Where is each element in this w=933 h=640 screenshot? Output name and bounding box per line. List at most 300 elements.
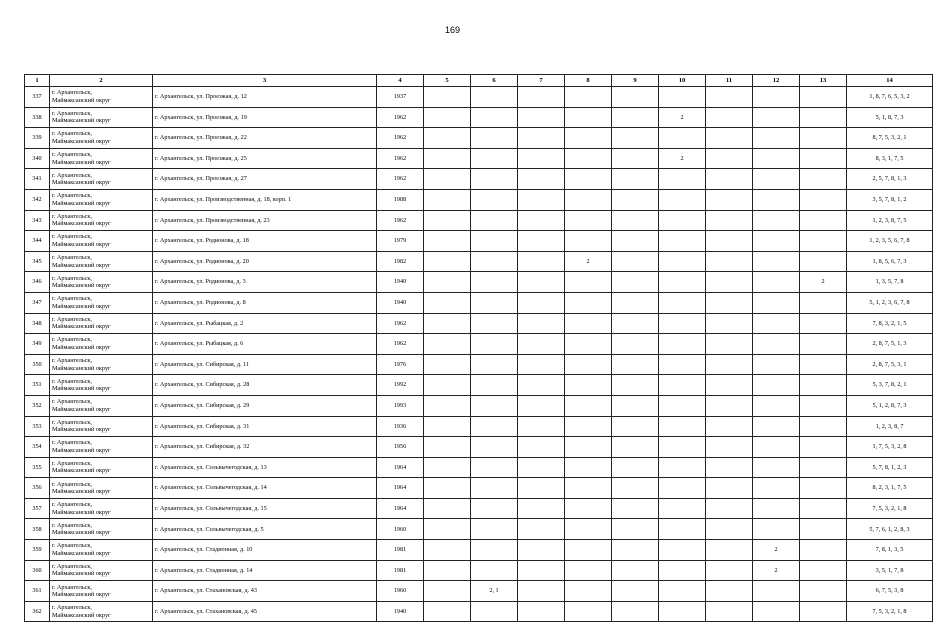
column-header-3: 3 xyxy=(153,75,377,87)
value-cell-5 xyxy=(424,560,471,581)
district-cell xyxy=(50,148,153,169)
row-number-cell: 355 xyxy=(25,457,50,478)
value-cell-7 xyxy=(518,498,565,519)
value-cell-12 xyxy=(753,601,800,622)
year-cell: 1992 xyxy=(377,375,424,396)
value-cell-7 xyxy=(518,478,565,499)
value-cell-10 xyxy=(659,251,706,272)
district-okrug: Маймаксанский округ xyxy=(52,488,111,496)
codes-cell: 7, 5, 3, 2, 1, 8 xyxy=(847,601,933,622)
address-cell: г. Архангельск, ул. Стадионная, д. 14 xyxy=(153,560,377,581)
row-number-cell: 351 xyxy=(25,375,50,396)
value-cell-8 xyxy=(565,478,612,499)
value-cell-8 xyxy=(565,272,612,293)
district-city: г. Архангельск, xyxy=(52,151,92,159)
value-cell-9 xyxy=(612,272,659,293)
value-cell-6 xyxy=(471,313,518,334)
value-cell-7 xyxy=(518,189,565,210)
column-header-7: 7 xyxy=(518,75,565,87)
year-cell: 1964 xyxy=(377,457,424,478)
address-cell: г. Архангельск, ул. Проезжая, д. 27 xyxy=(153,169,377,190)
column-header-11: 11 xyxy=(706,75,753,87)
row-number-cell: 337 xyxy=(25,87,50,108)
district-okrug: Маймаксанский округ xyxy=(52,549,111,557)
value-cell-13 xyxy=(800,437,847,458)
codes-cell: 5, 1, 8, 7, 3 xyxy=(847,107,933,128)
district-okrug: Маймаксанский округ xyxy=(52,364,111,372)
district-okrug: Маймаксанский округ xyxy=(52,179,111,187)
district-cell xyxy=(50,272,153,293)
table-row xyxy=(25,169,933,190)
year-cell: 1940 xyxy=(377,272,424,293)
table-body xyxy=(25,87,933,622)
row-number-cell: 359 xyxy=(25,540,50,561)
value-cell-10 xyxy=(659,87,706,108)
value-cell-5 xyxy=(424,478,471,499)
value-cell-11 xyxy=(706,354,753,375)
value-cell-9 xyxy=(612,540,659,561)
district-okrug: Маймаксанский округ xyxy=(52,137,111,145)
year-cell: 1940 xyxy=(377,601,424,622)
value-cell-6 xyxy=(471,128,518,149)
value-cell-8 xyxy=(565,128,612,149)
buildings-table xyxy=(24,74,933,622)
value-cell-12 xyxy=(753,354,800,375)
value-cell-6 xyxy=(471,416,518,437)
district-cell xyxy=(50,375,153,396)
district-cell xyxy=(50,560,153,581)
value-cell-11 xyxy=(706,601,753,622)
codes-cell: 1, 3, 5, 7, 8 xyxy=(847,272,933,293)
value-cell-11 xyxy=(706,334,753,355)
value-cell-6 xyxy=(471,498,518,519)
value-cell-11 xyxy=(706,313,753,334)
column-header-12: 12 xyxy=(753,75,800,87)
column-header-5: 5 xyxy=(424,75,471,87)
year-cell: 1962 xyxy=(377,210,424,231)
value-cell-9 xyxy=(612,354,659,375)
value-cell-6 xyxy=(471,292,518,313)
value-cell-5 xyxy=(424,395,471,416)
value-cell-9 xyxy=(612,457,659,478)
value-cell-6 xyxy=(471,478,518,499)
value-cell-8 xyxy=(565,519,612,540)
district-city: г. Архангельск, xyxy=(52,604,92,612)
value-cell-12 xyxy=(753,581,800,602)
year-cell: 1993 xyxy=(377,395,424,416)
value-cell-13 xyxy=(800,457,847,478)
value-cell-9 xyxy=(612,128,659,149)
value-cell-12 xyxy=(753,375,800,396)
year-cell: 1979 xyxy=(377,231,424,252)
value-cell-8 xyxy=(565,395,612,416)
value-cell-12 xyxy=(753,478,800,499)
value-cell-7 xyxy=(518,437,565,458)
value-cell-5 xyxy=(424,581,471,602)
district-cell xyxy=(50,169,153,190)
address-cell: г. Архангельск, ул. Производственная, д. 23 xyxy=(153,210,377,231)
codes-cell: 8, 7, 5, 3, 2, 1 xyxy=(847,128,933,149)
value-cell-5 xyxy=(424,292,471,313)
district-okrug: Маймаксанский округ xyxy=(52,343,111,351)
value-cell-5 xyxy=(424,169,471,190)
address-cell: г. Архангельск, ул. Родионова, д. 20 xyxy=(153,251,377,272)
codes-cell: 1, 2, 3, 5, 6, 7, 8 xyxy=(847,231,933,252)
district-city: г. Архангельск, xyxy=(52,418,92,426)
value-cell-10 xyxy=(659,375,706,396)
column-header-6: 6 xyxy=(471,75,518,87)
address-cell: г. Архангельск, ул. Сибирская, д. 29 xyxy=(153,395,377,416)
district-cell xyxy=(50,437,153,458)
value-cell-10 xyxy=(659,354,706,375)
codes-cell: 5, 1, 2, 3, 6, 7, 8 xyxy=(847,292,933,313)
row-number-cell: 360 xyxy=(25,560,50,581)
value-cell-11 xyxy=(706,560,753,581)
row-number-cell: 346 xyxy=(25,272,50,293)
value-cell-6 xyxy=(471,169,518,190)
value-cell-5 xyxy=(424,272,471,293)
district-okrug: Маймаксанский округ xyxy=(52,570,111,578)
value-cell-12 xyxy=(753,210,800,231)
value-cell-12 xyxy=(753,457,800,478)
codes-cell: 8, 2, 3, 1, 7, 5 xyxy=(847,478,933,499)
value-cell-7 xyxy=(518,148,565,169)
address-cell: г. Архангельск, ул. Производственная, д. 18, корп. 1 xyxy=(153,189,377,210)
value-cell-13 xyxy=(800,395,847,416)
district-cell xyxy=(50,354,153,375)
value-cell-8 xyxy=(565,437,612,458)
value-cell-11 xyxy=(706,189,753,210)
district-cell xyxy=(50,540,153,561)
year-cell: 1956 xyxy=(377,437,424,458)
year-cell: 1981 xyxy=(377,560,424,581)
value-cell-13 xyxy=(800,87,847,108)
value-cell-9 xyxy=(612,581,659,602)
value-cell-13 xyxy=(800,251,847,272)
value-cell-7 xyxy=(518,251,565,272)
value-cell-13: 2 xyxy=(800,272,847,293)
value-cell-13 xyxy=(800,540,847,561)
district-cell xyxy=(50,189,153,210)
row-number-cell: 354 xyxy=(25,437,50,458)
value-cell-7 xyxy=(518,375,565,396)
value-cell-9 xyxy=(612,478,659,499)
year-cell: 1937 xyxy=(377,87,424,108)
value-cell-13 xyxy=(800,416,847,437)
district-city: г. Архангельск, xyxy=(52,583,92,591)
value-cell-9 xyxy=(612,107,659,128)
table-row xyxy=(25,334,933,355)
district-okrug: Маймаксанский округ xyxy=(52,446,111,454)
value-cell-11 xyxy=(706,128,753,149)
codes-cell: 7, 5, 3, 2, 1, 8 xyxy=(847,498,933,519)
value-cell-5 xyxy=(424,189,471,210)
value-cell-5 xyxy=(424,416,471,437)
value-cell-12 xyxy=(753,334,800,355)
value-cell-6 xyxy=(471,354,518,375)
value-cell-10 xyxy=(659,395,706,416)
district-cell xyxy=(50,581,153,602)
value-cell-13 xyxy=(800,231,847,252)
value-cell-13 xyxy=(800,128,847,149)
year-cell: 1962 xyxy=(377,334,424,355)
codes-cell: 5, 7, 6, 1, 2, 8, 3 xyxy=(847,519,933,540)
value-cell-7 xyxy=(518,334,565,355)
codes-cell: 1, 8, 7, 6, 5, 3, 2 xyxy=(847,87,933,108)
district-okrug: Маймаксанский округ xyxy=(52,302,111,310)
value-cell-12 xyxy=(753,189,800,210)
value-cell-10 xyxy=(659,560,706,581)
table-row xyxy=(25,354,933,375)
table-row xyxy=(25,210,933,231)
address-cell: г. Архангельск, ул. Сибирская, д. 32 xyxy=(153,437,377,458)
year-cell: 1940 xyxy=(377,292,424,313)
table-row xyxy=(25,313,933,334)
value-cell-6 xyxy=(471,87,518,108)
value-cell-8 xyxy=(565,498,612,519)
row-number-cell: 343 xyxy=(25,210,50,231)
address-cell: г. Архангельск, ул. Стахановская, д. 43 xyxy=(153,581,377,602)
value-cell-11 xyxy=(706,478,753,499)
value-cell-6 xyxy=(471,457,518,478)
value-cell-8 xyxy=(565,148,612,169)
value-cell-11 xyxy=(706,292,753,313)
value-cell-6 xyxy=(471,231,518,252)
district-city: г. Архангельск, xyxy=(52,89,92,97)
value-cell-7 xyxy=(518,272,565,293)
value-cell-5 xyxy=(424,437,471,458)
value-cell-12 xyxy=(753,128,800,149)
value-cell-11 xyxy=(706,169,753,190)
value-cell-13 xyxy=(800,148,847,169)
year-cell: 1962 xyxy=(377,169,424,190)
value-cell-10 xyxy=(659,457,706,478)
value-cell-10 xyxy=(659,292,706,313)
value-cell-5 xyxy=(424,519,471,540)
table-row xyxy=(25,498,933,519)
value-cell-13 xyxy=(800,292,847,313)
value-cell-7 xyxy=(518,107,565,128)
row-number-cell: 349 xyxy=(25,334,50,355)
value-cell-5 xyxy=(424,354,471,375)
value-cell-9 xyxy=(612,437,659,458)
value-cell-12 xyxy=(753,107,800,128)
value-cell-9 xyxy=(612,292,659,313)
value-cell-5 xyxy=(424,313,471,334)
value-cell-11 xyxy=(706,498,753,519)
value-cell-6 xyxy=(471,251,518,272)
district-city: г. Архангельск, xyxy=(52,254,92,262)
value-cell-11 xyxy=(706,416,753,437)
table-row xyxy=(25,519,933,540)
value-cell-9 xyxy=(612,498,659,519)
row-number-cell: 362 xyxy=(25,601,50,622)
address-cell: г. Архангельск, ул. Сибирская, д. 28 xyxy=(153,375,377,396)
district-cell xyxy=(50,107,153,128)
year-cell: 1981 xyxy=(377,540,424,561)
value-cell-9 xyxy=(612,334,659,355)
value-cell-7 xyxy=(518,581,565,602)
address-cell: г. Архангельск, ул. Рыбацкая, д. 6 xyxy=(153,334,377,355)
value-cell-10: 2 xyxy=(659,148,706,169)
value-cell-8 xyxy=(565,189,612,210)
value-cell-9 xyxy=(612,395,659,416)
value-cell-5 xyxy=(424,251,471,272)
value-cell-6 xyxy=(471,519,518,540)
value-cell-7 xyxy=(518,128,565,149)
year-cell: 1936 xyxy=(377,416,424,437)
address-cell: г. Архангельск, ул. Проезжая, д. 19 xyxy=(153,107,377,128)
row-number-cell: 341 xyxy=(25,169,50,190)
value-cell-12 xyxy=(753,416,800,437)
page-number: 169 xyxy=(444,25,461,35)
value-cell-8 xyxy=(565,231,612,252)
value-cell-10 xyxy=(659,231,706,252)
value-cell-13 xyxy=(800,560,847,581)
table-row xyxy=(25,540,933,561)
codes-cell: 3, 5, 7, 8, 1, 2 xyxy=(847,189,933,210)
district-cell xyxy=(50,478,153,499)
address-cell: г. Архангельск, ул. Стадионная, д. 10 xyxy=(153,540,377,561)
value-cell-13 xyxy=(800,334,847,355)
value-cell-11 xyxy=(706,210,753,231)
value-cell-7 xyxy=(518,231,565,252)
value-cell-5 xyxy=(424,334,471,355)
district-city: г. Архангельск, xyxy=(52,501,92,509)
table-row xyxy=(25,416,933,437)
address-cell: г. Архангельск, ул. Проезжая, д. 22 xyxy=(153,128,377,149)
value-cell-12 xyxy=(753,292,800,313)
value-cell-11 xyxy=(706,87,753,108)
row-number-cell: 350 xyxy=(25,354,50,375)
row-number-cell: 345 xyxy=(25,251,50,272)
codes-cell: 3, 5, 1, 7, 8 xyxy=(847,560,933,581)
codes-cell: 1, 8, 5, 6, 7, 3 xyxy=(847,251,933,272)
year-cell: 1960 xyxy=(377,519,424,540)
district-okrug: Маймаксанский округ xyxy=(52,240,111,248)
value-cell-10 xyxy=(659,540,706,561)
district-city: г. Архангельск, xyxy=(52,439,92,447)
value-cell-8: 2 xyxy=(565,251,612,272)
address-cell: г. Архангельск, ул. Стахановская, д. 45 xyxy=(153,601,377,622)
value-cell-6 xyxy=(471,210,518,231)
row-number-cell: 344 xyxy=(25,231,50,252)
value-cell-8 xyxy=(565,210,612,231)
table-row xyxy=(25,478,933,499)
value-cell-13 xyxy=(800,169,847,190)
value-cell-5 xyxy=(424,128,471,149)
value-cell-12: 2 xyxy=(753,540,800,561)
address-cell: г. Архангельск, ул. Сольвычегодская, д. 14 xyxy=(153,478,377,499)
value-cell-8 xyxy=(565,169,612,190)
value-cell-10: 2 xyxy=(659,107,706,128)
value-cell-13 xyxy=(800,478,847,499)
value-cell-10 xyxy=(659,519,706,540)
table-row xyxy=(25,107,933,128)
value-cell-9 xyxy=(612,416,659,437)
value-cell-10 xyxy=(659,313,706,334)
district-okrug: Маймаксанский округ xyxy=(52,117,111,125)
district-cell xyxy=(50,313,153,334)
value-cell-11 xyxy=(706,231,753,252)
codes-cell: 8, 3, 1, 7, 5 xyxy=(847,148,933,169)
district-okrug: Маймаксанский округ xyxy=(52,158,111,166)
district-okrug: Маймаксанский округ xyxy=(52,261,111,269)
address-cell: г. Архангельск, ул. Родионова, д. 8 xyxy=(153,292,377,313)
district-okrug: Маймаксанский округ xyxy=(52,323,111,331)
address-cell: г. Архангельск, ул. Сольвычегодская, д. 15 xyxy=(153,498,377,519)
district-cell xyxy=(50,128,153,149)
value-cell-11 xyxy=(706,272,753,293)
table-row xyxy=(25,87,933,108)
address-cell: г. Архангельск, ул. Сибирская, д. 31 xyxy=(153,416,377,437)
codes-cell: 7, 8, 1, 3, 5 xyxy=(847,540,933,561)
codes-cell: 2, 5, 7, 8, 1, 3 xyxy=(847,169,933,190)
value-cell-10 xyxy=(659,416,706,437)
district-okrug: Маймаксанский округ xyxy=(52,529,111,537)
value-cell-9 xyxy=(612,87,659,108)
table-row xyxy=(25,457,933,478)
value-cell-12 xyxy=(753,498,800,519)
district-cell xyxy=(50,498,153,519)
value-cell-6 xyxy=(471,334,518,355)
value-cell-9 xyxy=(612,189,659,210)
value-cell-9 xyxy=(612,231,659,252)
address-cell: г. Архангельск, ул. Родионова, д. 3 xyxy=(153,272,377,293)
district-city: г. Архангельск, xyxy=(52,130,92,138)
table-row xyxy=(25,560,933,581)
district-okrug: Маймаксанский округ xyxy=(52,220,111,228)
value-cell-5 xyxy=(424,107,471,128)
value-cell-9 xyxy=(612,169,659,190)
district-city: г. Архангельск, xyxy=(52,542,92,550)
codes-cell: 2, 8, 7, 5, 1, 3 xyxy=(847,334,933,355)
table-row xyxy=(25,148,933,169)
value-cell-13 xyxy=(800,313,847,334)
value-cell-11 xyxy=(706,540,753,561)
value-cell-6 xyxy=(471,148,518,169)
district-okrug: Маймаксанский округ xyxy=(52,426,111,434)
value-cell-12 xyxy=(753,87,800,108)
table-row xyxy=(25,437,933,458)
district-city: г. Архангельск, xyxy=(52,295,92,303)
row-number-cell: 357 xyxy=(25,498,50,519)
district-okrug: Маймаксанский округ xyxy=(52,405,111,413)
value-cell-8 xyxy=(565,354,612,375)
value-cell-10 xyxy=(659,581,706,602)
column-header-2: 2 xyxy=(50,75,153,87)
value-cell-10 xyxy=(659,601,706,622)
value-cell-9 xyxy=(612,560,659,581)
district-city: г. Архангельск, xyxy=(52,192,92,200)
row-number-cell: 347 xyxy=(25,292,50,313)
value-cell-6: 2, 1 xyxy=(471,581,518,602)
value-cell-7 xyxy=(518,560,565,581)
value-cell-5 xyxy=(424,87,471,108)
value-cell-8 xyxy=(565,375,612,396)
year-cell: 1976 xyxy=(377,354,424,375)
district-city: г. Архангельск, xyxy=(52,171,92,179)
value-cell-9 xyxy=(612,210,659,231)
district-okrug: Маймаксанский округ xyxy=(52,467,111,475)
column-header-1: 1 xyxy=(25,75,50,87)
row-number-cell: 358 xyxy=(25,519,50,540)
value-cell-11 xyxy=(706,375,753,396)
row-number-cell: 361 xyxy=(25,581,50,602)
codes-cell: 6, 7, 5, 3, 8 xyxy=(847,581,933,602)
district-city: г. Архангельск, xyxy=(52,562,92,570)
value-cell-9 xyxy=(612,251,659,272)
